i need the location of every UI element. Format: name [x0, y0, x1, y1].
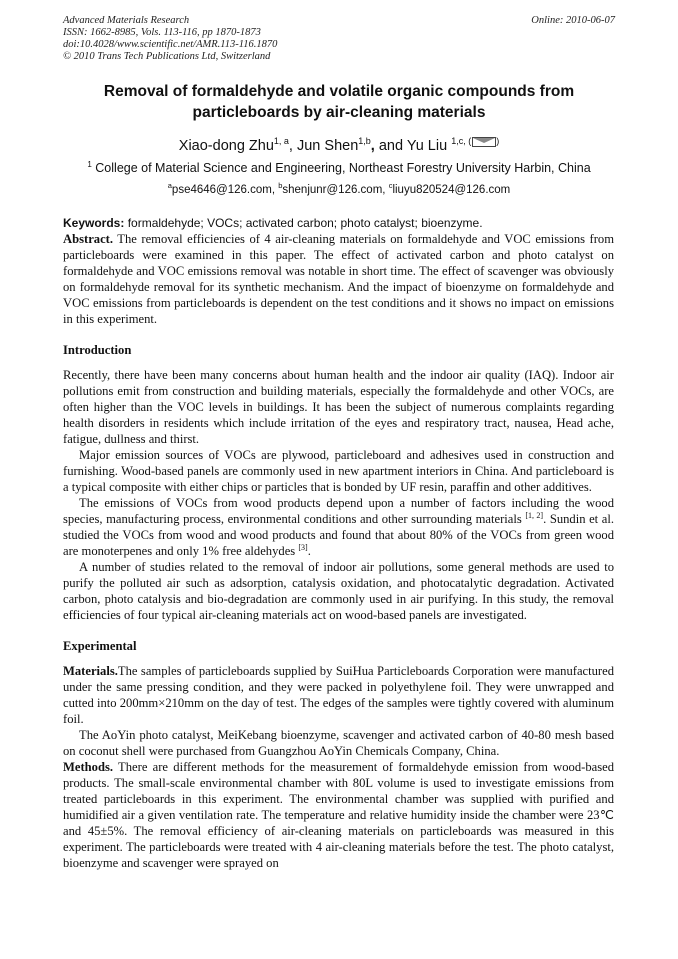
- author-affil-marker: 1,b: [358, 136, 371, 146]
- paragraph: The emissions of VOCs from wood products depend upon a number of factors including the wood species, manufacturing process, environmental conditions and other surrounding materials [1, 2]. Sundin et al. studied the VOCs from wood and wood products and found that about 80% of the VOCs from green wood are monoterpenes and only 1% free aldehydes [3].: [63, 496, 614, 558]
- affiliation-text: College of Material Science and Engineering, Northeast Forestry University Harbin, China: [95, 161, 591, 176]
- envelope-icon: [472, 137, 496, 147]
- author-name: Jun Shen: [296, 137, 359, 154]
- author-affil-marker: 1,c: [451, 136, 464, 146]
- paragraph: Recently, there have been many concerns about human health and the indoor air quality (IAQ). Indoor air pollutions emit from construction and building materials, especially the formaldehyde and other VOCs, are often higher than the VOC levels in buildings. It has been the subject of numerous complaints regarding health disorders in residents which include irritation of the eyes and respiratory tract, nausea, Head ache, fatigue, dullness and thirst.: [63, 368, 614, 446]
- methods-label: Methods.: [63, 760, 114, 774]
- affiliation: [63, 157, 615, 176]
- email-link[interactable]: liuyu820524@126.com: [392, 183, 511, 196]
- paragraph: Materials.The samples of particleboards supplied by SuiHua Particleboards Corporation were manufactured under the same pressing condition, and they were packed in polyethylene foil. They were unwrapped and cutted into 200mm×210mm on the day of test. The edges of the samples were tightly covered with aluminum foil.: [63, 664, 614, 726]
- issn-line: ISSN: 1662-8985, Vols. 113-116, pp 1870-1873: [63, 27, 261, 38]
- citation: [3]: [298, 543, 308, 552]
- journal-header: [63, 15, 615, 63]
- affiliation-number: 1: [87, 160, 92, 169]
- paragraph: A number of studies related to the removal of indoor air pollutions, some general methods are used to purify the polluted air such as adsorption, catalysis oxidation, and photocatalytic degradation. Activated carbon, photo catalysis and bio-degradation are commonly used in air purifying. In this study, the removal efficiencies of four typical air-cleaning materials act on wood-based panels are investigated.: [63, 560, 614, 622]
- section-heading-introduction: Introduction: [63, 343, 132, 357]
- copyright-line: © 2010 Trans Tech Publications Ltd, Switzerland: [63, 51, 271, 62]
- keywords: [63, 215, 614, 231]
- paper-body: [63, 215, 614, 871]
- author-name: Xiao-dong Zhu: [178, 137, 274, 154]
- author-name: Yu Liu: [406, 137, 448, 154]
- online-date: Online: 2010-06-07: [531, 15, 615, 26]
- paragraph: Methods. There are different methods for the measurement of formaldehyde emission from wood-based products. The small-scale environmental chamber with 80L volume is used to investigate emissions from treated particleboards in this experiment. The environmental chamber was supplied with purified and humidified air a given ventilation rate. The temperature and relative humidity inside the chamber were 23℃ and 45±5%. The removal efficiency of air-cleaning materials on particleboards was measured in this experiment. The particleboards were treated with 4 air-cleaning materials before the test. The photo catalyst, bioenzyme and scavenger were sprayed on: [63, 760, 614, 870]
- author-list: Xiao-dong Zhu$^{1, a}$, Jun Shen$^{1,b}$, and Yu Liu $^{1,c, (}$ ): [178, 136, 500, 154]
- section-heading-experimental: Experimental: [63, 639, 137, 653]
- paragraph: Major emission sources of VOCs are plywood, particleboard and adhesives used in construction and furnishing. Wood-based panels are commonly used in new apartment interiors in China. And particleboard is a typical composite with either chips or particles that is bonded by UF resin, paraffin and other additives.: [63, 448, 614, 494]
- keywords-text: formaldehyde; VOCs; activated carbon; photo catalyst; bioenzyme.: [127, 216, 483, 230]
- materials-label: Materials.: [63, 664, 118, 678]
- journal-name: Advanced Materials Research: [63, 15, 190, 26]
- email-link[interactable]: pse4646@126.com: [171, 183, 272, 196]
- citation: [1, 2]: [525, 511, 544, 520]
- abstract-text: The removal efficiencies of 4 air-cleaning materials on formaldehyde and VOC emissions from particleboards were examined in this paper. The effect of activated carbon and photo catalyst on formaldehyde and VOC emissions removal was notable in short time. The effect of scavenger was obviously on formaldehyde removal for its synthetic mechanism. And the impact of bioenzyme on formaldehyde and VOC emissions from particleboards is dependent on the test conditions and it shows no impact on emissions in this experiment.: [63, 232, 614, 326]
- abstract-label: Abstract.: [63, 232, 114, 246]
- email-list: $^a$pse4646@126.com, $^b$shenjunr@126.com, $^c$liuyu820524@126.com: [167, 181, 511, 196]
- keywords-label: Keywords:: [63, 216, 125, 230]
- email-link[interactable]: shenjunr@126.com: [282, 183, 383, 196]
- paragraph: The AoYin photo catalyst, MeiKebang bioenzyme, scavenger and activated carbon of 40-80 mesh based on coconut shell were purchased from Guangzhou AoYin Chemicals Company, China.: [63, 728, 614, 758]
- author-and: and: [378, 137, 404, 154]
- paper-title: Removal of formaldehyde and volatile organic compounds from particleboards by air-cleaning materials: [103, 83, 575, 121]
- author-affil-marker: 1, a: [273, 136, 289, 146]
- abstract: [63, 231, 614, 327]
- doi-line: doi:10.4028/www.scientific.net/AMR.113-116.1870: [63, 39, 278, 50]
